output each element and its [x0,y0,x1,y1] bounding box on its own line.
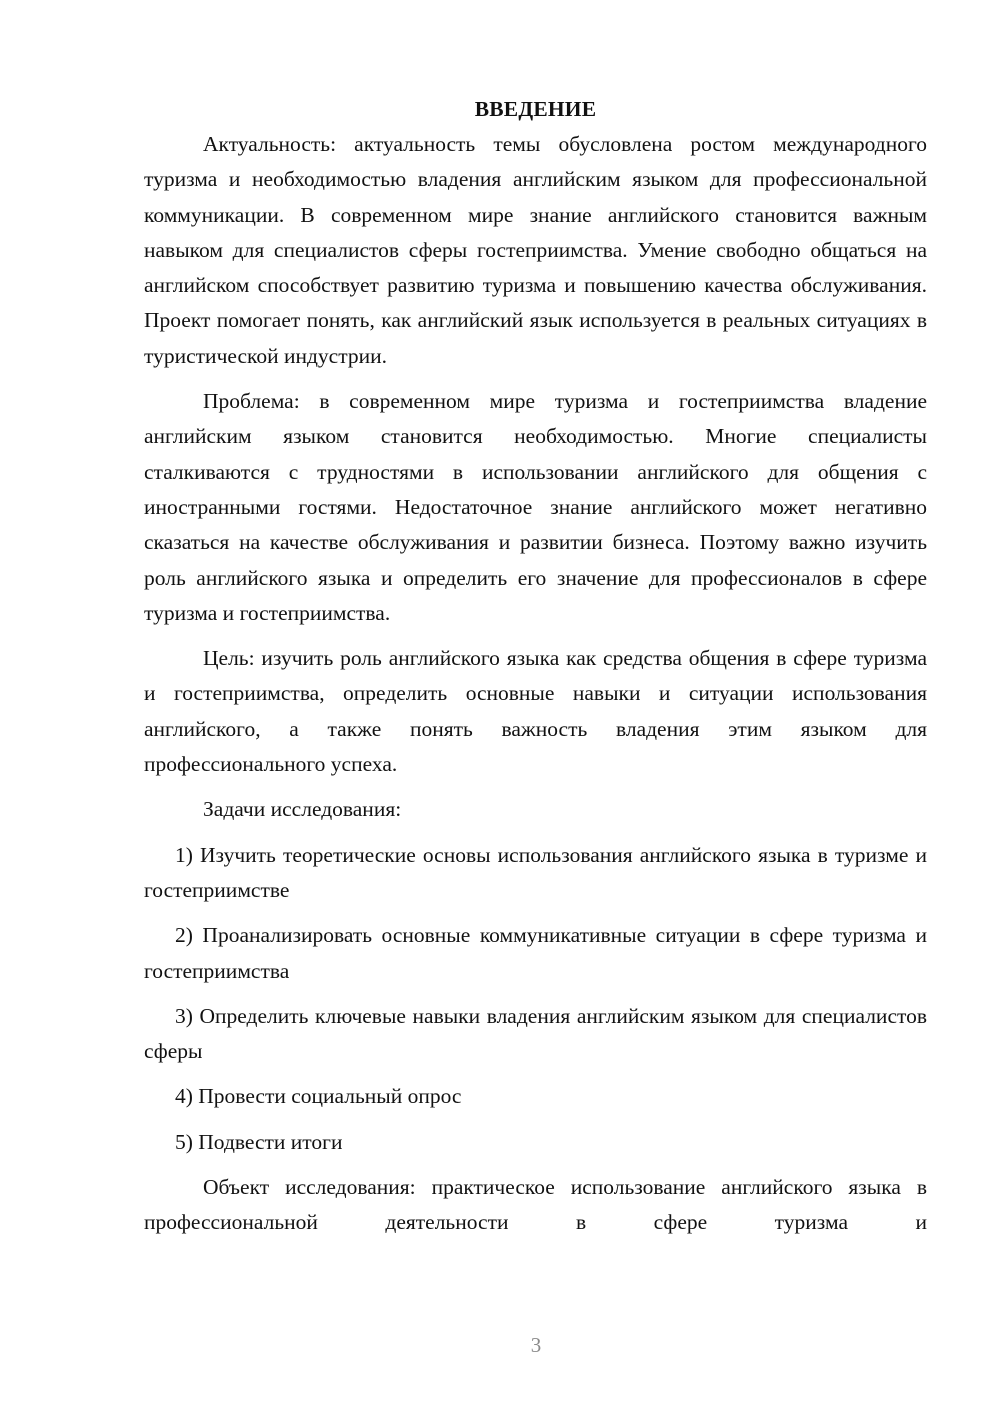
relevance-paragraph: Актуальность: актуальность темы обусловлена ростом международного туризма и необходимостью владения английским языком для профессиональной коммуникации. В современном мире знание английского становится важным навыком для специалистов сферы гостеприимства. Умение свободно общаться на английском способствует развитию туризма и повышению качества обслуживания. Проект помогает понять, как английский язык используется в реальных ситуациях в туристической индустрии. [144,132,927,368]
page-number: 3 [530,1333,542,1357]
goal-paragraph: Цель: изучить роль английского языка как средства общения в сфере туризма и гостеприимства, определить основные навыки и ситуации использования английского, а также понять важность владения этим языком для профессионального успеха. [144,646,927,777]
task-item-5: 5) Подвести итоги [175,1129,343,1154]
task-item-2: 2) Проанализировать основные коммуникативные ситуации в сфере туризма и гостеприимства [144,923,927,983]
section-heading: ВВЕДЕНИЕ [474,97,597,121]
problem-paragraph: Проблема: в современном мире туризма и гостеприимства владение английским языком становится необходимостью. Многие специалисты сталкиваются с трудностями в использовании английского для общения с иностранными гостями. Недостаточное знание английского может негативно сказаться на качестве обслуживания и развитии бизнеса. Поэтому важно изучить роль английского языка и определить его значение для профессионалов в сфере туризма и гостеприимства. [144,389,927,625]
tasks-title: Задачи исследования: [203,797,402,822]
task-item-4: 4) Провести социальный опрос [175,1084,462,1109]
page-content [144,92,927,1241]
object-paragraph: Объект исследования: практическое использование английского языка в профессиональной деятельности в сфере туризма и [144,1175,927,1235]
task-item-1: 1) Изучить теоретические основы использования английского языка в туризме и гостеприимстве [144,842,927,902]
task-item-3: 3) Определить ключевые навыки владения английским языком для специалистов сферы [144,1003,927,1064]
